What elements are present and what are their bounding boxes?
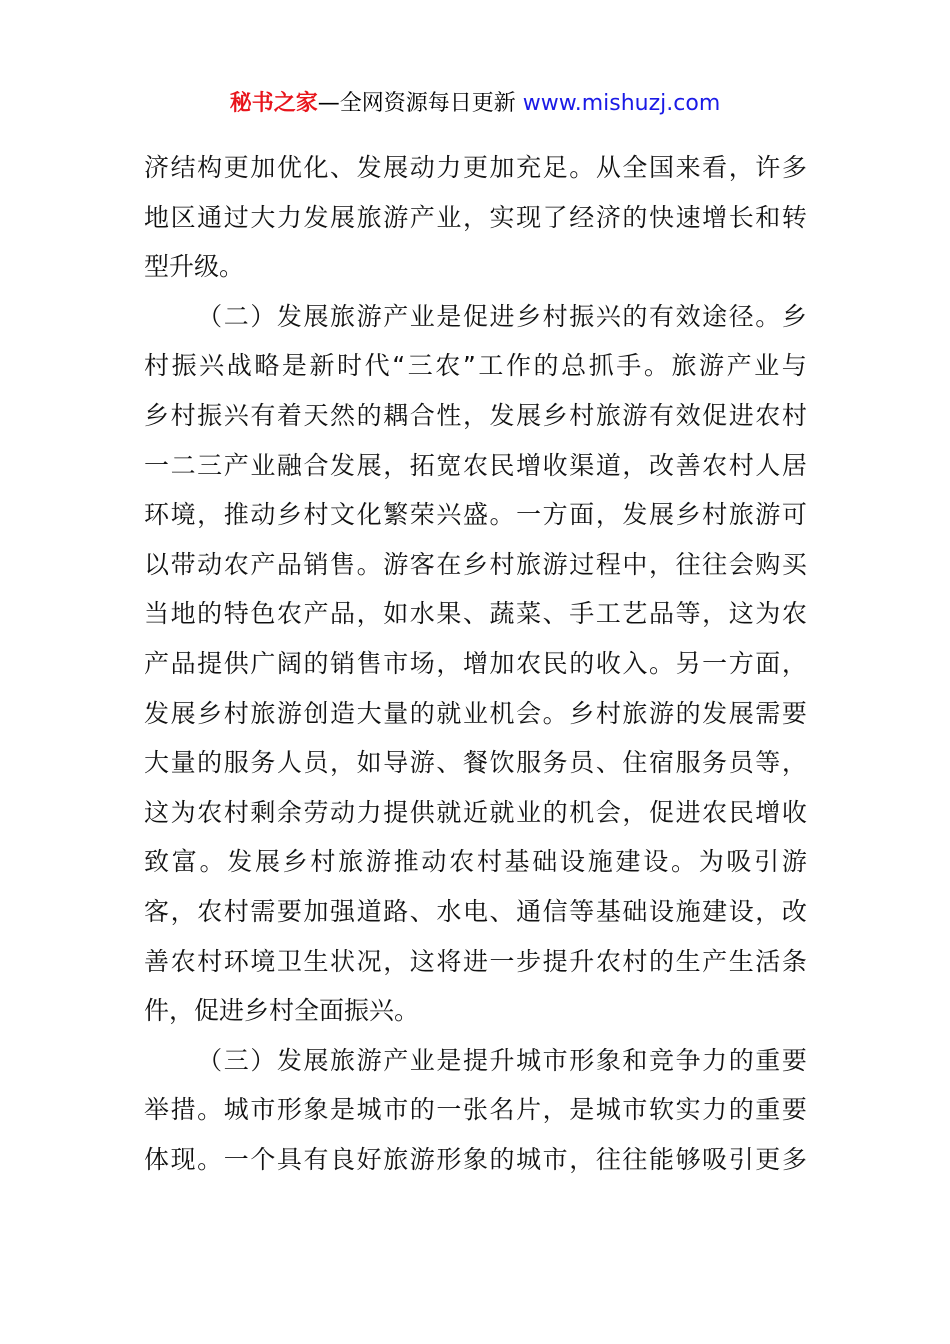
header-brand: 秘书之家 (229, 91, 318, 116)
text-line: 型升级。 (144, 252, 245, 282)
page-header (0, 86, 950, 122)
text-line: 善 农 村 环 境 卫 生 状 况 ， 这 将 进 一 步 提 升 农 村 的 生 产 生 活 条 (144, 946, 807, 976)
text-line: 举 措 。 城 市 形 象 是 城 市 的 一 张 名 片 ， 是 城 市 软 实 力 的 重 要 (144, 1095, 807, 1125)
text-line: （ 二 ） 发 展 旅 游 产 业 是 促 进 乡 村 振 兴 的 有 效 途 径 。 乡 (197, 301, 807, 331)
text-line: 这 为 农 村 剩 余 劳 动 力 提 供 就 近 就 业 的 机 会 ， 促 进 农 民 增 收 (144, 797, 807, 827)
text-line: 件，促进乡村全面振兴。 (144, 996, 420, 1026)
text-line: 村 振 兴 战 略 是 新 时 代 “ 三 农 ” 工 作 的 总 抓 手 。 旅 游 产 业 与 (144, 351, 807, 381)
text-line: 济 结 构 更 加 优 化 、 发 展 动 力 更 加 充 足 。 从 全 国 来 看 ， 许 多 (144, 153, 807, 182)
text-line: 一 二 三 产 业 融 合 发 展 ， 拓 宽 农 民 增 收 渠 道 ， 改 善 农 村 人 居 (144, 450, 807, 480)
text-line: 大 量 的 服 务 人 员 ， 如 导 游 、 餐 饮 服 务 员 、 住 宿 服 务 员 等 ， (144, 748, 807, 778)
text-line: 乡 村 振 兴 有 着 天 然 的 耦 合 性 ， 发 展 乡 村 旅 游 有 效 促 进 农 村 (144, 400, 807, 430)
document-body (144, 143, 807, 1184)
text-line: 地 区 通 过 大 力 发 展 旅 游 产 业 ， 实 现 了 经 济 的 快 速 增 长 和 转 (144, 202, 807, 232)
text-line: 客 ， 农 村 需 要 加 强 道 路 、 水 电 、 通 信 等 基 础 设 施 建 设 ， 改 (144, 896, 807, 926)
header-tagline: —全网资源每日更新 (317, 91, 523, 116)
header-site-link[interactable]: www.mishuzj.com (522, 91, 721, 116)
text-line: 致 富 。 发 展 乡 村 旅 游 推 动 农 村 基 础 设 施 建 设 。 为 吸 引 游 (144, 847, 807, 877)
text-line: 体 现 。 一 个 具 有 良 好 旅 游 形 象 的 城 市 ， 往 往 能 够 吸 引 更 多 (144, 1144, 807, 1174)
text-line: （ 三 ） 发 展 旅 游 产 业 是 提 升 城 市 形 象 和 竞 争 力 的 重 要 (197, 1045, 807, 1075)
text-line: 产 品 提 供 广 阔 的 销 售 市 场 ， 增 加 农 民 的 收 入 。 另 一 方 面 ， (144, 648, 807, 678)
text-line: 当 地 的 特 色 农 产 品 ， 如 水 果 、 蔬 菜 、 手 工 艺 品 等 ， 这 为 农 (144, 599, 807, 629)
text-line: 环 境 ， 推 动 乡 村 文 化 繁 荣 兴 盛 。 一 方 面 ， 发 展 乡 村 旅 游 可 (144, 500, 807, 530)
text-line: 以 带 动 农 产 品 销 售 。 游 客 在 乡 村 旅 游 过 程 中 ， 往 往 会 购 买 (144, 549, 807, 579)
text-line: 发 展 乡 村 旅 游 创 造 大 量 的 就 业 机 会 。 乡 村 旅 游 的 发 展 需 要 (144, 698, 807, 728)
